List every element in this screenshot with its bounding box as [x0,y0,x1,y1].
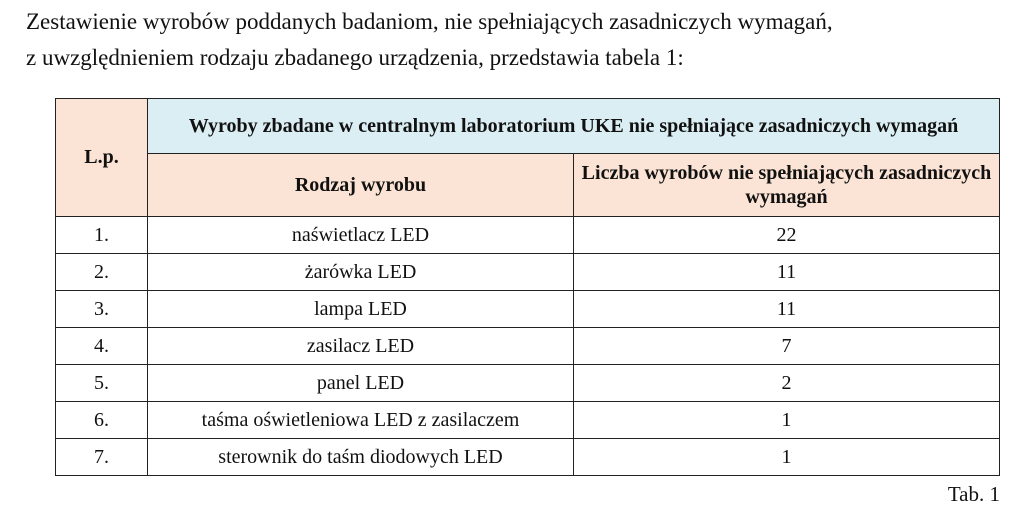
table-row [56,217,1000,254]
intro-line-1: Zestawienie wyrobów poddanych badaniom, nie spełniających zasadniczych wymagań, [26,9,833,34]
header-row-1 [56,99,1000,154]
cell-count: 22 [574,217,1000,254]
cell-lp: 6. [56,402,148,439]
table-caption: Tab. 1 [947,482,1000,506]
cell-kind: sterownik do taśm diodowych LED [148,439,574,476]
table-row [56,439,1000,476]
cell-kind: zasilacz LED [148,328,574,365]
header-count: Liczba wyrobów nie spełniających zasadniczych wymagań [574,154,1000,217]
header-lp: L.p. [56,99,148,217]
cell-count: 11 [574,291,1000,328]
cell-count: 1 [574,439,1000,476]
header-kind: Rodzaj wyrobu [148,154,574,217]
cell-lp: 3. [56,291,148,328]
cell-count: 11 [574,254,1000,291]
cell-kind: panel LED [148,365,574,402]
cell-kind: lampa LED [148,291,574,328]
table-row [56,365,1000,402]
table-row [56,291,1000,328]
cell-count: 2 [574,365,1000,402]
table-row [56,328,1000,365]
table-row [56,402,1000,439]
cell-count: 1 [574,402,1000,439]
cell-lp: 2. [56,254,148,291]
cell-kind: taśma oświetleniowa LED z zasilaczem [148,402,574,439]
cell-kind: naświetlacz LED [148,217,574,254]
header-row-2 [56,154,1000,217]
cell-lp: 4. [56,328,148,365]
cell-lp: 7. [56,439,148,476]
products-table [55,98,1000,476]
cell-count: 7 [574,328,1000,365]
cell-lp: 1. [56,217,148,254]
cell-kind: żarówka LED [148,254,574,291]
intro-paragraph [26,4,1016,76]
table-row [56,254,1000,291]
header-group: Wyroby zbadane w centralnym laboratorium UKE nie spełniające zasadniczych wymagań [148,99,1000,154]
cell-lp: 5. [56,365,148,402]
intro-line-2: z uwzględnieniem rodzaju zbadanego urządzenia, przedstawia tabela 1: [26,45,684,70]
